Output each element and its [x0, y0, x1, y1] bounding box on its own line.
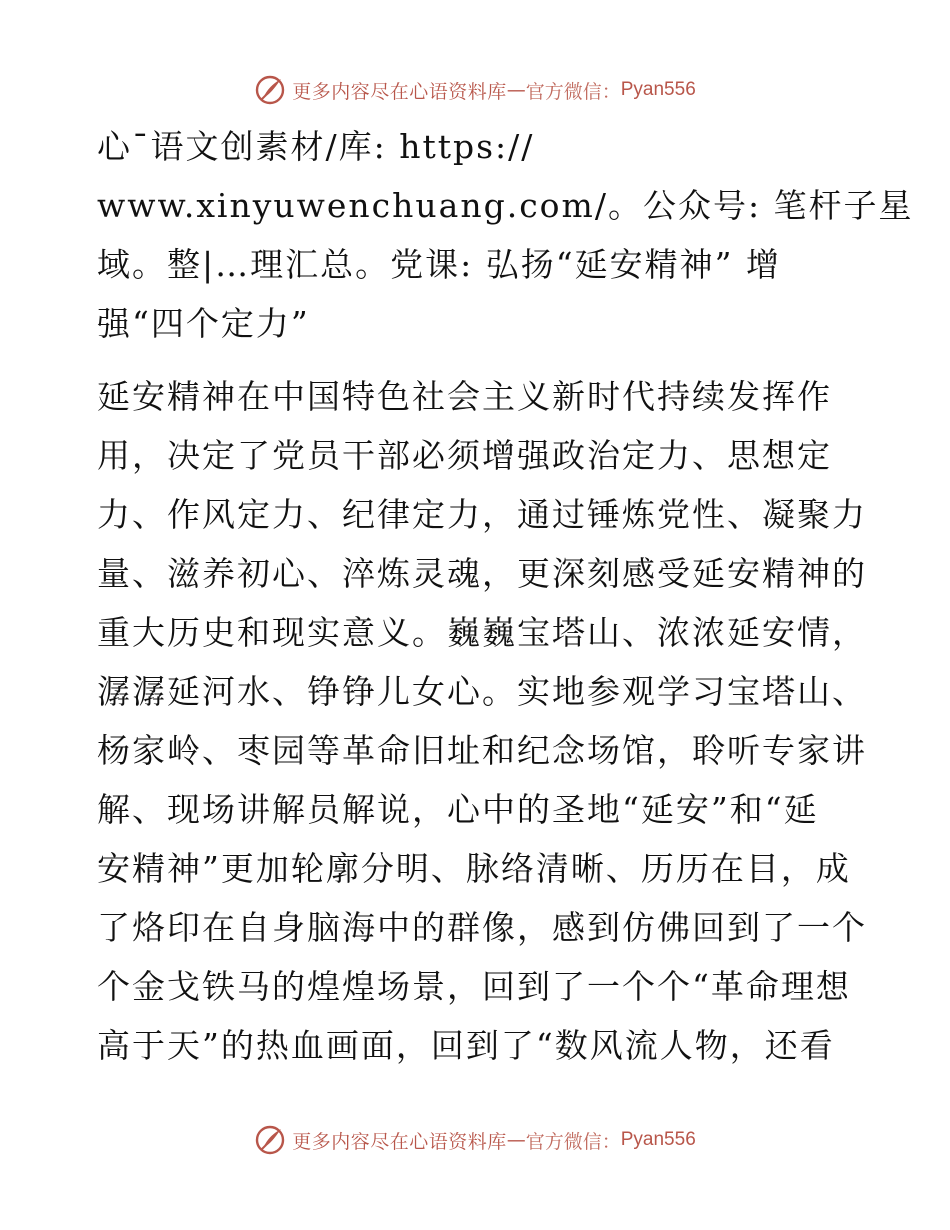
banner-wechat-id: Pyan556 — [620, 79, 696, 100]
body-line: 用，决定了党员干部必须增强政治定力、思想定 — [97, 436, 832, 475]
intro-paragraph — [97, 117, 914, 353]
intro-line: www.xinyuwenchuang.com/。公众号: 笔杆子星 — [97, 186, 914, 225]
footer-banner — [0, 1120, 950, 1160]
body-line: 高于天”的热血画面，回到了“数风流人物，还看 — [97, 1026, 835, 1065]
body-line: 杨家岭、枣园等革命旧址和纪念场馆，聆听专家讲 — [97, 731, 867, 770]
intro-line: 强“四个定力” — [97, 304, 310, 343]
body-paragraph — [97, 367, 867, 1075]
body-line: 力、作风定力、纪律定力，通过锤炼党性、凝聚力 — [97, 495, 867, 534]
footer-brand-text: 更多内容尽在心语资料库 — [292, 1130, 507, 1153]
banner-separator: — — [506, 79, 526, 101]
body-line: 解、现场讲解员解说，心中的圣地“延安”和“延 — [97, 790, 819, 829]
quill-logo-icon — [254, 74, 286, 106]
quill-logo-icon — [254, 1124, 286, 1156]
body-line: 个金戈铁马的煌煌场景，回到了一个个“革命理想 — [97, 967, 851, 1006]
body-line: 量、滋养初心、淬炼灵魂，更深刻感受延安精神的 — [97, 554, 867, 593]
body-line: 安精神”更加轮廓分明、脉络清晰、历历在目，成 — [97, 849, 851, 888]
intro-line: 心¯语文创素材/库: https:// — [97, 127, 535, 166]
footer-wechat-id: Pyan556 — [620, 1129, 696, 1150]
intro-line: 域。整|…理汇总。党课: 弘扬“延安精神” 增 — [97, 245, 781, 284]
banner-brand-text: 更多内容尽在心语资料库 — [292, 80, 507, 103]
footer-separator: — — [506, 1129, 526, 1151]
body-line: 了烙印在自身脑海中的群像，感到仿佛回到了一个 — [97, 908, 867, 947]
footer-wechat-label: 官方微信： — [525, 1130, 621, 1153]
header-banner — [0, 70, 950, 110]
banner-wechat-label: 官方微信： — [525, 80, 621, 103]
body-line: 延安精神在中国特色社会主义新时代持续发挥作 — [97, 377, 832, 416]
body-line: 重大历史和现实意义。巍巍宝塔山、浓浓延安情， — [97, 613, 867, 652]
body-line: 潺潺延河水、铮铮儿女心。实地参观学习宝塔山、 — [97, 672, 867, 711]
